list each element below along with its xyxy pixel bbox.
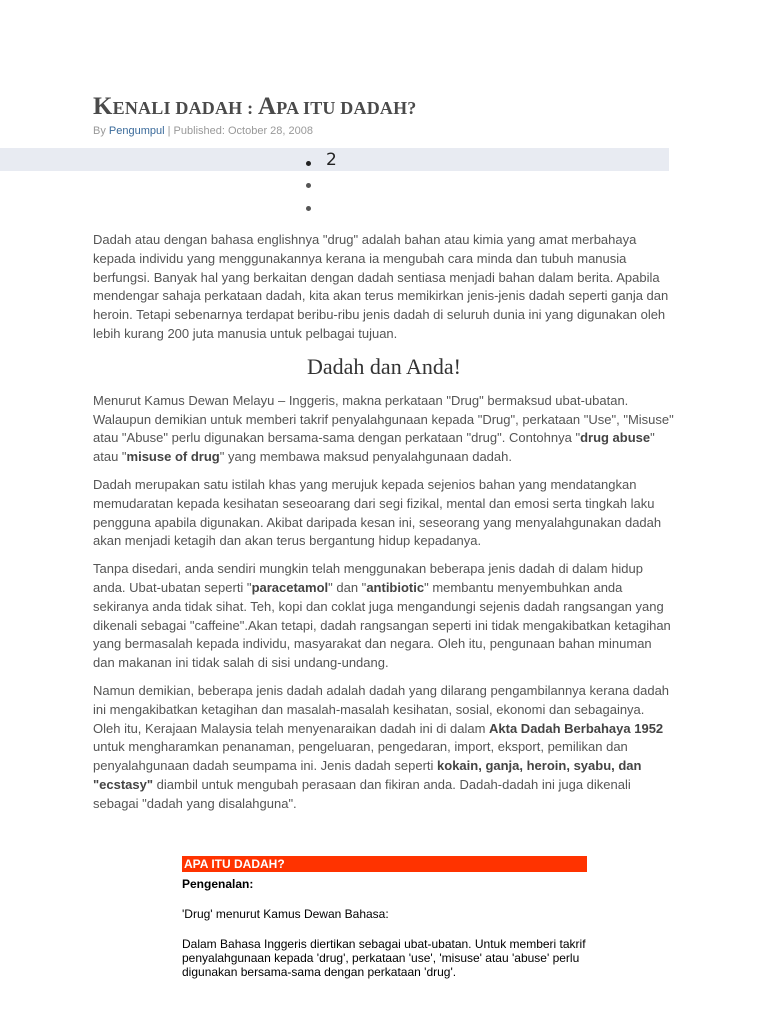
bullet-icon: [306, 206, 311, 211]
text-span: Tanpa disedari, anda sendiri mungkin telah menggunakan beberapa jenis dadah di dalam hidup anda. Ubat-ubatan seperti ": [93, 561, 643, 595]
section-heading: Dadah dan Anda!: [307, 353, 461, 379]
text-span: Namun demikian, beberapa jenis dadah adalah dadah yang dilarang pengambilannya kerana dadah ini mengakibatkan ketagihan dan masalah-masalah kesihatan, sosial, ekonomi dan sebagainya. Oleh itu, Kerajaan Malaysia telah menyenaraikan dadah ini di dalam: [93, 682, 670, 736]
bold-term: Akta Dadah Berbahaya 1952: [489, 720, 664, 736]
published-date: Published: October 28, 2008: [173, 125, 313, 137]
text-span: diambil untuk mengubah perasaan dan fikiran anda. Dadah-dadah ini juga dikenali sebagai "dadah yang disalahguna".: [93, 776, 631, 811]
paragraph-everyday-drugs: [93, 560, 675, 673]
bold-term: antibiotic: [366, 579, 425, 595]
title-part-2: PA ITU DADAH?: [276, 98, 417, 118]
info-box-text: Dalam Bahasa Inggeris diertikan sebagai ubat-ubatan. Untuk memberi takrif penyalahgunaan kepada 'drug', perkataan 'use', 'misuse' atau 'abuse' perlu digunakan bersama-sama dengan perkataan 'drug'.: [182, 937, 586, 979]
info-box-definition: 'Drug' menurut Kamus Dewan Bahasa:: [182, 907, 389, 921]
info-box-intro: Pengenalan:: [182, 877, 254, 891]
byline-separator: |: [164, 125, 174, 137]
byline: [93, 125, 313, 137]
text-span: " dan ": [328, 579, 367, 595]
bold-term: kokain, ganja, heroin, syabu, dan "ecstasy": [93, 758, 642, 792]
title-initial-a: A: [257, 93, 277, 120]
bullet-icon: [306, 183, 311, 188]
share-count: 2: [326, 150, 337, 170]
paragraph-definition: [93, 392, 675, 467]
title-initial-k: K: [93, 93, 113, 120]
text-span: untuk mengharamkan penanaman, pengeluaran, pengedaran, import, eksport, pemilikan dan penyalahgunaan dadah seumpama ini. Jenis dadah seperti: [93, 739, 628, 774]
paragraph-meaning: Dadah merupakan satu istilah khas yang merujuk kepada sejenios bahan yang mendatangkan memudaratan kepada kesihatan seseoarang dari segi fizikal, mental dan emosi serta tingkah laku pengguna apabila digunakan. Akibat daripada kesan ini, seseorang yang menyalahgunakan dadah akan menjadi ketagih dan akan terus bergantung hidup kepadanya.: [93, 476, 662, 549]
paragraph-illegal-drugs: [93, 682, 675, 814]
bold-term: misuse of drug: [126, 449, 220, 465]
article-body: [93, 231, 675, 823]
title-part-1: ENALI DADAH :: [112, 98, 258, 118]
info-box: [182, 856, 587, 979]
author-link[interactable]: Pengumpul: [108, 125, 165, 137]
article-title: [93, 93, 417, 121]
text-span: Menurut Kamus Dewan Melayu – Inggeris, makna perkataan "Drug" bermaksud ubat-ubatan. Walaupun demikian untuk memberi takrif penyalahgunaan kepada "Drug", perkataan "Use", "Misuse" atau "Abuse" perlu digunakan bersama-sama dengan perkataan "drug". Contohnya ": [93, 392, 674, 446]
bullet-icon: [306, 161, 311, 166]
bold-term: paracetamol: [251, 579, 329, 595]
text-span: " yang membawa maksud penyalahgunaan dadah.: [219, 449, 512, 465]
text-span: " membantu menyembuhkan anda sekiranya anda tidak sihat. Teh, kopi dan coklat juga mengandungi sejenis dadah rangsangan yang dikenali sebagai "caffeine".Akan tetapi, dadah rangsangan seperti ini tidak mengakibatkan ketagihan yang bermasalah kepada individu, masyarakat dan negara. Oleh itu, pengunaan bahan minuman dan makanan ini tidak salah di sisi undang-undang.: [93, 579, 671, 671]
text-span: " atau ": [93, 430, 655, 465]
paragraph-intro: Dadah atau dengan bahasa englishnya "drug" adalah bahan atau kimia yang amat merbahaya kepada individu yang menggunakannya kerana ia mengubah cara minda dan tubuh manusia berfungsi. Banyak hal yang berkaitan dengan dadah sentiasa menjadi bahan dalam berita. Apabila mendengar sahaja perkataan dadah, kita akan terus memikirkan jenis-jenis dadah seperti ganja dan heroin. Tetapi sebenarnya terdapat beribu-ribu jenis dadah di seluruh dunia ini yang digunakan oleh lebih kurang 200 juta manusia untuk pelbagai tujuan.: [93, 232, 669, 341]
byline-prefix: By: [93, 125, 109, 137]
info-box-header: APA ITU DADAH?: [182, 856, 587, 872]
bold-term: drug abuse: [580, 430, 651, 446]
